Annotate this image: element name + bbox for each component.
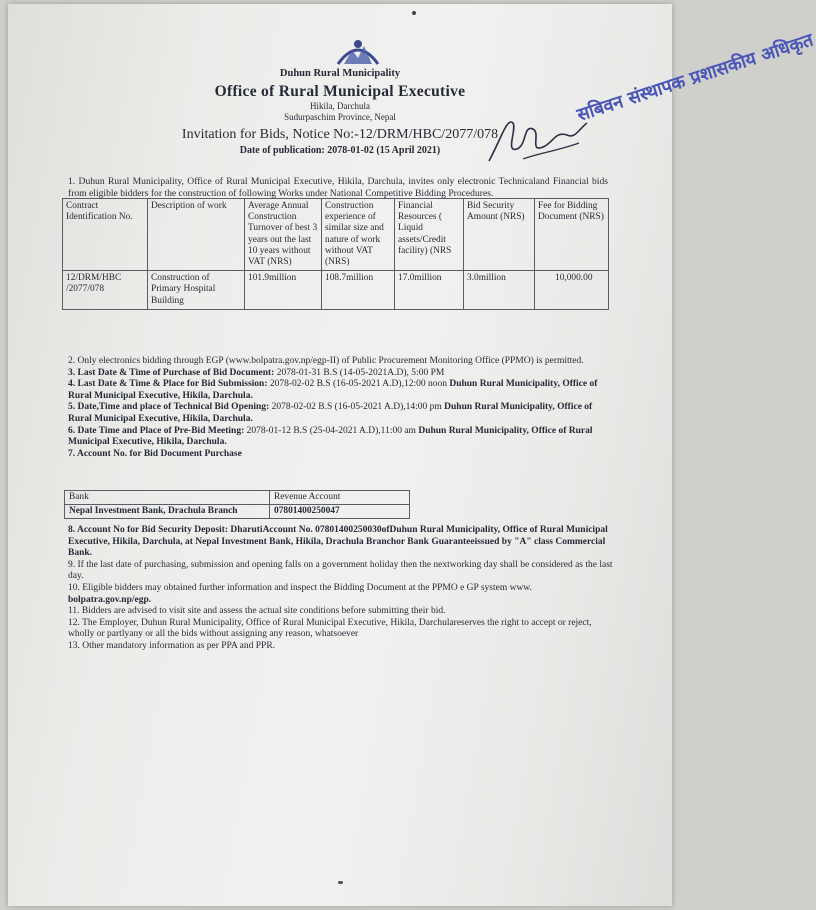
item-10	[68, 583, 613, 606]
item-11: 11. Bidders are advised to visit site and assess the actual site conditions before submitting their bid.	[68, 606, 446, 617]
item-6-label: 6. Date Time and Place of Pre-Bid Meeting:	[68, 425, 245, 436]
item-4-place: Duhun Rural Municipality, Office of Rural Municipal Executive, Hikila, Darchula.	[68, 379, 598, 401]
handwritten-signature	[483, 109, 593, 171]
col-description: Description of work	[148, 199, 245, 271]
cell-experience: 108.7million	[322, 271, 395, 310]
cell-document-fee: 10,000.00	[535, 271, 609, 310]
cell-description: Construction of Primary Hospital Building	[148, 271, 245, 310]
intro-paragraph: 1. Duhun Rural Municipality, Office of Rural Municipal Executive, Hikila, Darchula, invites only electronic Technicaland Financial bids from eligible bidders for the construction of following Works under National Competitive Bidding Procedures.	[68, 176, 608, 199]
item-3-label: 3. Last Date & Time of Purchase of Bid Document:	[68, 367, 275, 378]
item-6-place: Duhun Rural Municipality, Office of Rural Municipal Executive, Hikila, Darchula.	[68, 425, 593, 448]
item-9: 9. If the last date of purchasing, submission and opening falls on a government holiday then the nextworking day shall be considered as the last day.	[68, 559, 613, 582]
item-10-text: 10. Eligible bidders may obtained further information and inspect the Bidding Document at the PPMO e GP system www.	[68, 582, 532, 593]
item-3	[68, 368, 613, 380]
item-5-place: Duhun Rural Municipality, Office of Rural Municipal Executive, Hikila, Darchula.	[68, 402, 593, 424]
cell-bid-security: 3.0million	[464, 271, 535, 310]
col-contract-id: Contract Identification No.	[63, 199, 148, 271]
cell-contract-id: 12/DRM/HBC /2077/078	[63, 271, 148, 310]
account-header-row	[65, 491, 410, 505]
table-row	[63, 271, 609, 310]
bid-requirements-table	[62, 198, 609, 310]
item-5-text: 2078-02-02 B.S (16-05-2021 A.D),14:00 pm	[269, 402, 445, 413]
item-5	[68, 402, 613, 425]
cell-financial-resources: 17.0million	[395, 271, 464, 310]
publication-date: Date of publication: 2078-01-02 (15 April 2021)	[239, 145, 441, 156]
col-revenue-account: Revenue Account	[270, 491, 410, 505]
item-8: 8. Account No for Bid Security Deposit: DharutiAccount No. 07801400250030ofDuhun Rural Municipality, Office of Rural Municipal Executive, Hikila, Darchula, at Nepal Investment Bank, Hikila, Drachula Branchor Bank Guaranteeissued by "A" class Commercial Bank.	[68, 525, 608, 559]
notice-paper	[8, 4, 816, 906]
ink-mark	[338, 881, 343, 884]
item-13: 13. Other mandatory information as per PPA and PPR.	[68, 640, 276, 651]
item-4-label: 4. Last Date & Time & Place for Bid Submission:	[68, 379, 268, 390]
address-line-2: Sudurpaschim Province, Nepal	[284, 112, 396, 122]
item-4-text: 2078-02-02 B.S (16-05-2021 A.D),12:00 noon	[267, 379, 450, 390]
account-table	[64, 490, 410, 519]
col-turnover: Average Annual Construction Turnover of best 3 years out the last 10 years without VAT (NRS)	[245, 199, 322, 271]
municipality-emblem-icon	[334, 34, 382, 72]
col-document-fee: Fee for Bidding Document (NRS)	[535, 199, 609, 271]
bolpatra-link: bolpatra.gov.np/egp.	[68, 594, 152, 605]
item-3-text: 2078-01-31 B.S (14-05-2021A.D), 5:00 PM	[274, 367, 445, 378]
cell-revenue-account: 07801400250047	[270, 505, 410, 519]
table-header-row	[63, 199, 609, 271]
table-row	[65, 505, 410, 519]
address-line-1: Hikila, Darchula	[310, 101, 370, 111]
item-6-text: 2078-01-12 B.S (25-04-2021 A.D),11:00 am	[244, 425, 419, 436]
col-experience: Construction experience of similar size and nature of work without VAT (NRS)	[322, 199, 395, 271]
col-bank: Bank	[65, 491, 270, 505]
item-6	[68, 426, 613, 449]
col-bid-security: Bid Security Amount (NRS)	[464, 199, 535, 271]
official-stamp: सबिवन संस्थापक प्रशासकीय अधिकृत	[574, 29, 816, 126]
cell-bank: Nepal Investment Bank, Drachula Branch	[65, 505, 270, 519]
office-title: Office of Rural Municipal Executive	[214, 83, 466, 100]
items-block-2	[68, 525, 613, 653]
notice-title: Invitation for Bids, Notice No:-12/DRM/HBC/2077/078	[181, 127, 499, 142]
item-2: 2. Only electronics bidding through EGP (www.bolpatra.gov.np/egp-II) of Public Procurement Monitoring Office (PPMO) is permitted.	[68, 356, 584, 366]
item-12: 12. The Employer, Duhun Rural Municipality, Office of Rural Municipal Executive, Hikila, Darchulareserves the right to accept or reject, wholly or partlyany or all the bids without assigning any reason, whatsoever	[68, 617, 592, 640]
item-7: 7. Account No. for Bid Document Purchase	[68, 448, 242, 459]
ink-dot	[412, 11, 416, 15]
item-5-label: 5. Date,Time and place of Technical Bid Opening:	[68, 402, 270, 413]
municipality-name: Duhun Rural Municipality	[279, 68, 401, 79]
col-financial-resources: Financial Resources ( Liquid assets/Credit facility) (NRS	[395, 199, 464, 271]
cell-turnover: 101.9million	[245, 271, 322, 310]
items-block-1	[68, 356, 613, 460]
item-4	[68, 379, 613, 402]
